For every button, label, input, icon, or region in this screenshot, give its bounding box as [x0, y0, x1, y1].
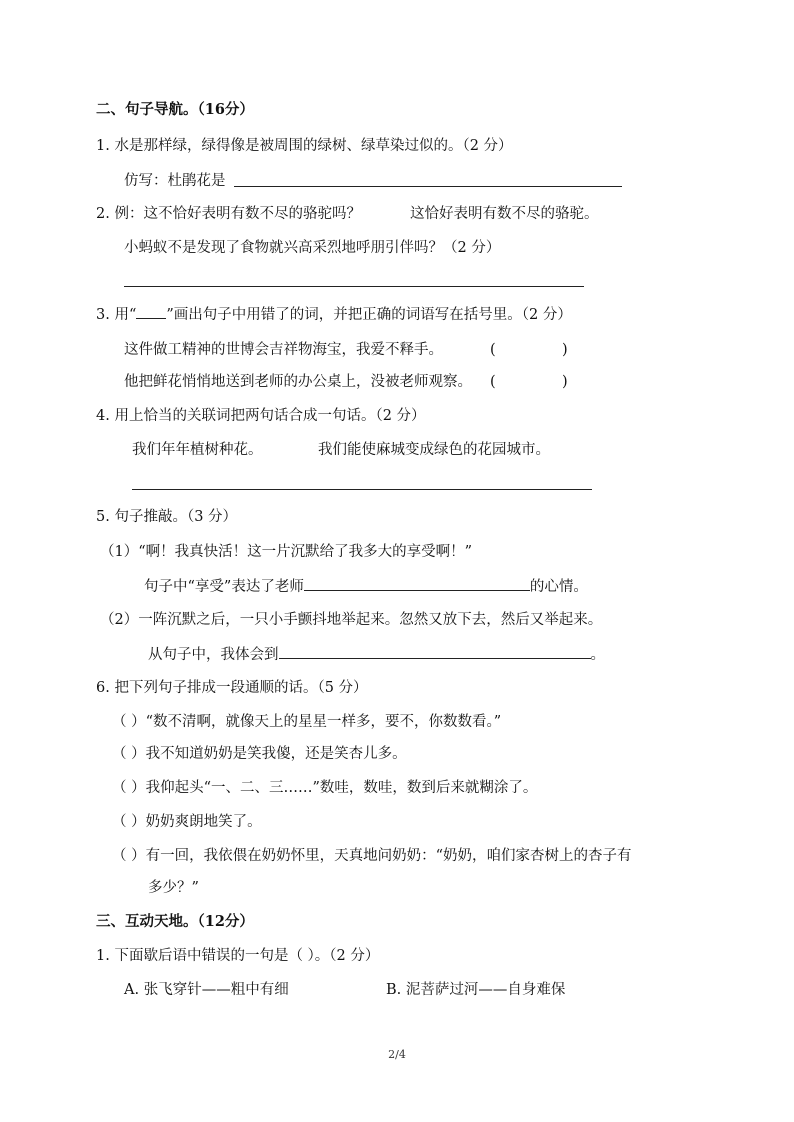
q5-part-1-answer[interactable] [304, 576, 530, 591]
q6-item-5: （ ）有一回，我依偎在奶奶怀里，天真地问奶奶：“奶奶，咱们家杏树上的杏子有 [112, 848, 632, 864]
q2-example-right: 这恰好表明有数不尽的骆驼。 [410, 206, 599, 222]
q4-answer-line[interactable] [132, 489, 592, 490]
q5-part-2-fill [148, 644, 605, 665]
q2-example-left: 2. 例：这不恰好表明有数不尽的骆驼吗？ [96, 206, 361, 222]
s3-q1-option-b: B. 泥菩萨过河——自身难保 [386, 982, 566, 998]
q3-stem [96, 304, 572, 325]
s3-q1-option-a: A. 张飞穿针——粗中有细 [124, 982, 289, 998]
q3-paren-1-open: ( [490, 342, 496, 358]
s3-q1-stem: 1. 下面歇后语中错误的一句是（ ）。（2 分） [96, 948, 380, 964]
section-2-title: 二、句子导航。（16分） [96, 101, 254, 118]
q3-underline-sample [136, 304, 166, 319]
q3-paren-2-close: ) [562, 374, 568, 390]
q3-paren-1-close: ) [562, 342, 568, 358]
q6-item-2: （ ）我不知道奶奶是笑我傻，还是笑杏儿多。 [112, 746, 407, 762]
q4-right-sentence: 我们能使麻城变成绿色的花园城市。 [318, 442, 550, 458]
q2-answer-line[interactable] [124, 286, 584, 287]
q5-part-2-answer[interactable] [279, 644, 591, 659]
q3-stem-prefix: 3. 用“ [96, 307, 137, 323]
q6-stem: 6. 把下列句子排成一段通顺的话。（5 分） [96, 680, 368, 696]
q1-answer-line[interactable] [234, 186, 622, 187]
q2-stem: 小蚂蚁不是发现了食物就兴高采烈地呼朋引伴吗？（2 分） [124, 240, 501, 256]
q5-stem: 5. 句子推敲。（3 分） [96, 509, 238, 525]
q3-sentence-1: 这件做工精神的世博会吉祥物海宝，我爱不释手。 [124, 342, 443, 358]
q6-item-3: （ ）我仰起头“一、二、三……”数哇，数哇，数到后来就糊涂了。 [112, 780, 538, 796]
q4-left-sentence: 我们年年植树种花。 [132, 442, 263, 458]
page-number: 2/4 [388, 1048, 406, 1061]
section-3-title: 三、互动天地。（12分） [96, 913, 254, 930]
q6-item-5-continuation: 多少？” [148, 880, 199, 896]
q6-item-1: （ ）“数不清啊，就像天上的星星一样多，要不，你数数看。” [112, 714, 502, 730]
q5-part-1-fill-suffix: 的心情。 [529, 579, 588, 595]
q5-part-1-fill [144, 576, 588, 597]
q1-stem: 1. 水是那样绿，绿得像是被周围的绿树、绿草染过似的。（2 分） [96, 138, 513, 154]
q5-part-2-fill-prefix: 从句子中，我体会到 [148, 647, 279, 663]
q1-imitate-prefix: 仿写：杜鹃花是 [124, 173, 226, 189]
q5-part-2: （2）一阵沉默之后，一只小手颤抖地举起来。忽然又放下去，然后又举起来。 [100, 612, 603, 628]
q6-item-4: （ ）奶奶爽朗地笑了。 [112, 814, 262, 830]
q3-paren-2-open: ( [490, 374, 496, 390]
q5-part-1-fill-prefix: 句子中“享受”表达了老师 [144, 579, 304, 595]
q5-part-2-fill-suffix: 。 [590, 647, 605, 663]
q3-sentence-2: 他把鲜花悄悄地送到老师的办公桌上，没被老师观察。 [124, 374, 472, 390]
q5-part-1: （1）“啊！我真快活！这一片沉默给了我多大的享受啊！” [100, 544, 473, 560]
q3-stem-suffix: ”画出句子中用错了的词，并把正确的词语写在括号里。（2 分） [166, 307, 572, 323]
q4-stem: 4. 用上恰当的关联词把两句话合成一句话。（2 分） [96, 408, 426, 424]
